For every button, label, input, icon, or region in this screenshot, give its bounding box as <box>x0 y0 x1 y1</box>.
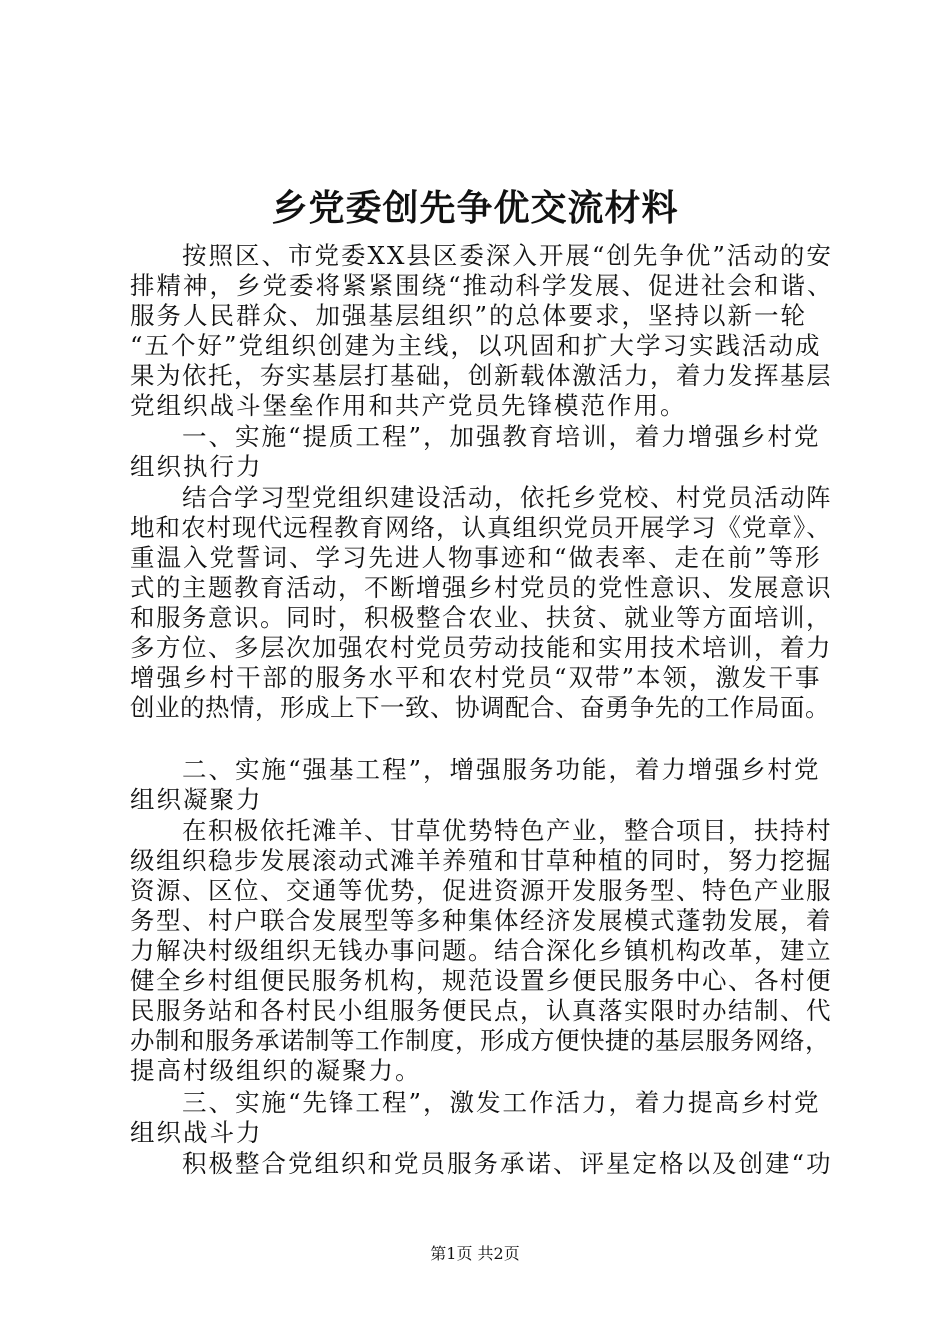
paragraph-line: 级组织稳步发展滚动式滩羊养殖和甘草种植的同时，努力挖掘 <box>130 846 832 875</box>
document-title: 乡党委创先争优交流材料 <box>271 188 679 229</box>
paragraph-line: 在积极依托滩羊、甘草优势特色产业，整合项目，扶持村 <box>182 816 832 845</box>
paragraph-line: 地和农村现代远程教育网络，认真组织党员开展学习《党章》、 <box>130 513 832 542</box>
paragraph-line: 党组织战斗堡垒作用和共产党员先锋模范作用。 <box>130 391 687 420</box>
page-number-footer: 第1页 共2页 <box>430 1244 520 1263</box>
section-heading-line: 一、实施“提质工程”，加强教育培训，着力增强乡村党 <box>182 422 821 451</box>
paragraph-line: 按照区、市党委XX县区委深入开展“创先争优”活动的安 <box>182 241 833 270</box>
paragraph-line: 积极整合党组织和党员服务承诺、评星定格以及创建“功 <box>182 1149 833 1178</box>
paragraph-line: 健全乡村组便民服务机构，规范设置乡便民服务中心、各村便 <box>130 966 832 995</box>
paragraph-line: 增强乡村干部的服务水平和农村党员“双带”本领，激发干事 <box>130 663 822 692</box>
paragraph-line: 服务人民群众、加强基层组织”的总体要求，坚持以新一轮 <box>130 301 808 330</box>
paragraph-line: 提高村级组织的凝聚力。 <box>130 1056 422 1085</box>
paragraph-line: 多方位、多层次加强农村党员劳动技能和实用技术培训，着力 <box>130 633 832 662</box>
paragraph-line: 排精神，乡党委将紧紧围绕“推动科学发展、促进社会和谐、 <box>130 271 834 300</box>
paragraph-line: 创业的热情，形成上下一致、协调配合、奋勇争先的工作局面。 <box>130 693 830 722</box>
section-heading-line: 三、实施“先锋工程”，激发工作活力，着力提高乡村党 <box>182 1088 821 1117</box>
section-heading-line: 组织战斗力 <box>130 1118 263 1147</box>
paragraph-line: 办制和服务承诺制等工作制度，形成方便快捷的基层服务网络， <box>130 1026 830 1055</box>
paragraph-line: 力解决村级组织无钱办事问题。结合深化乡镇机构改革，建立 <box>130 936 832 965</box>
paragraph-line: 和服务意识。同时，积极整合农业、扶贫、就业等方面培训， <box>130 603 832 632</box>
paragraph-line: 重温入党誓词、学习先进人物事迹和“做表率、走在前”等形 <box>130 543 822 572</box>
paragraph-line: 式的主题教育活动，不断增强乡村党员的党性意识、发展意识 <box>130 573 832 602</box>
paragraph-line: 结合学习型党组织建设活动，依托乡党校、村党员活动阵 <box>182 483 832 512</box>
paragraph-line: 务型、村户联合发展型等多种集体经济发展模式蓬勃发展，着 <box>130 906 832 935</box>
paragraph-line: “五个好”党组织创建为主线，以巩固和扩大学习实践活动成 <box>130 331 822 360</box>
paragraph-line: 民服务站和各村民小组服务便民点，认真落实限时办结制、代 <box>130 996 832 1025</box>
paragraph-line: 果为依托，夯实基层打基础，创新载体激活力，着力发挥基层 <box>130 361 832 390</box>
section-heading-line: 组织凝聚力 <box>130 785 263 814</box>
paragraph-line: 资源、区位、交通等优势，促进资源开发服务型、特色产业服 <box>130 876 832 905</box>
section-heading-line: 二、实施“强基工程”，增强服务功能，着力增强乡村党 <box>182 755 821 784</box>
section-heading-line: 组织执行力 <box>130 452 263 481</box>
